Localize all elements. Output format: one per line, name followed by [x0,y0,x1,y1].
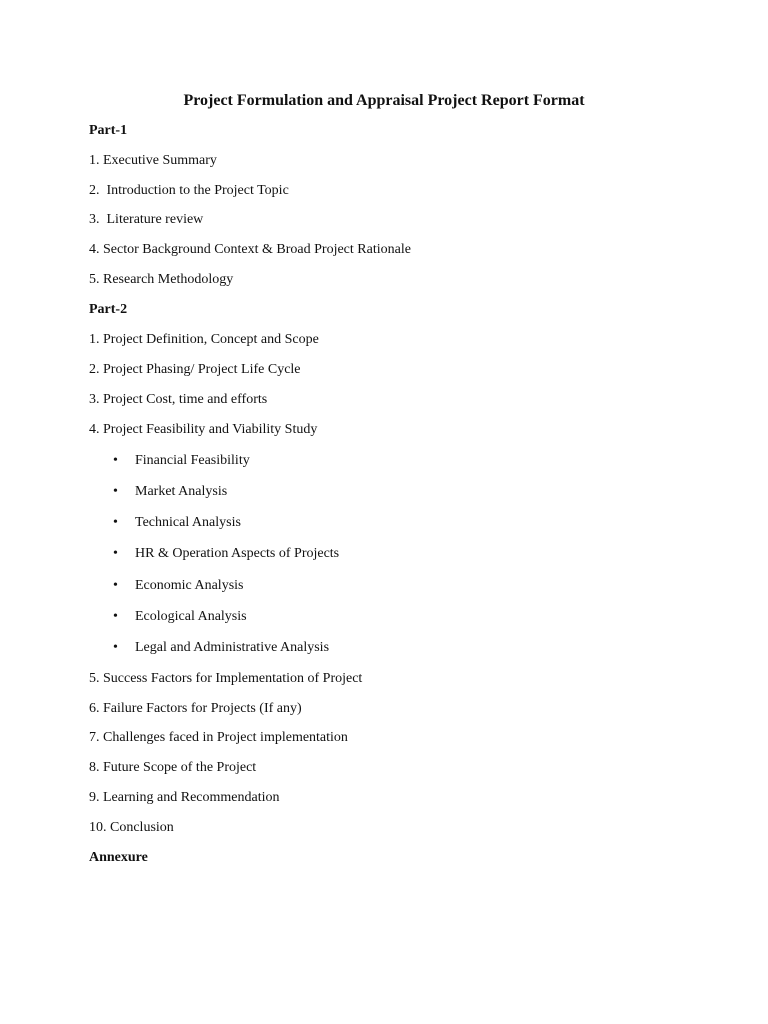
bullet-item: Economic Analysis [135,578,244,593]
list-item: 8. Future Scope of the Project [89,760,257,775]
list-item: 7. Challenges faced in Project implementation [89,730,348,745]
list-item: 4. Sector Background Context & Broad Project Rationale [89,242,411,257]
bullet-icon: • [113,609,118,624]
list-item: 5. Success Factors for Implementation of Project [89,671,363,686]
bullet-item: Legal and Administrative Analysis [135,640,330,655]
list-item: 1. Project Definition, Concept and Scope [89,332,319,347]
bullet-icon: • [113,453,118,468]
list-item: 3. Literature review [89,212,204,227]
bullet-icon: • [113,484,118,499]
bullet-icon: • [113,640,118,655]
list-item: 5. Research Methodology [89,272,234,287]
bullet-item: Financial Feasibility [135,453,250,468]
list-item: 9. Learning and Recommendation [89,790,280,805]
bullet-item: HR & Operation Aspects of Projects [135,546,340,561]
bullet-item: Market Analysis [135,484,228,499]
list-item: 4. Project Feasibility and Viability Study [89,422,318,437]
document-title: Project Formulation and Appraisal Project Report Format [183,92,585,109]
part1-heading: Part-1 [89,123,128,138]
bullet-item: Ecological Analysis [135,609,247,624]
bullet-icon: • [113,578,118,593]
bullet-icon: • [113,515,118,530]
list-item: 6. Failure Factors for Projects (If any) [89,701,302,716]
list-item: 2. Project Phasing/ Project Life Cycle [89,362,301,377]
list-item: 3. Project Cost, time and efforts [89,392,268,407]
list-item: 1. Executive Summary [89,153,217,168]
list-item: 10. Conclusion [89,820,174,835]
list-item: 2. Introduction to the Project Topic [89,183,289,198]
part2-heading: Part-2 [89,302,128,317]
bullet-icon: • [113,546,118,561]
bullet-item: Technical Analysis [135,515,241,530]
annexure-heading: Annexure [89,850,148,865]
